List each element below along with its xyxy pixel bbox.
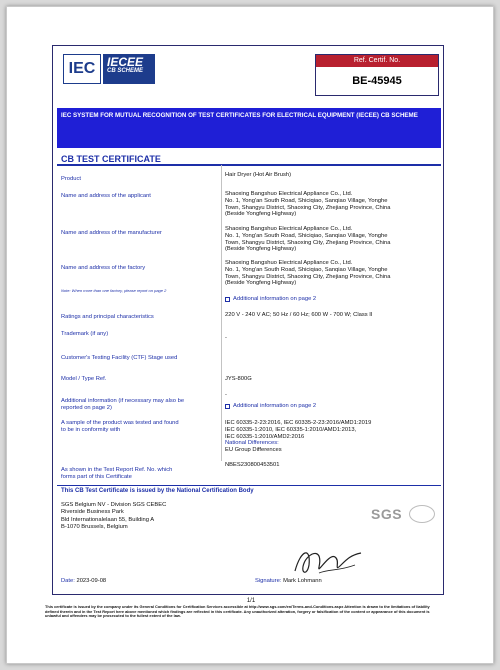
ncb-address-line: Riverside Business Park — [61, 509, 124, 516]
standards-list — [225, 420, 439, 454]
national-differences-label: National Differences: — [225, 440, 279, 447]
test-report-label — [61, 467, 172, 481]
page-number: 1/1 — [246, 598, 256, 604]
applicant-line: Shaoxing Bangshuo Electrical Appliance Co., Ltd. — [225, 191, 353, 197]
factory-line: Town, Shangyu District, Shaoxing City, Zhejiang Province, China — [225, 273, 391, 280]
certificate-title: CB TEST CERTIFICATE — [61, 154, 161, 164]
date-label: Date: — [61, 578, 75, 584]
additional-info-label — [61, 398, 184, 412]
national-differences-value: EU Group Differences — [225, 447, 282, 454]
ncb-address-line: SGS Belgium NV - Division SGS CEBEC — [61, 502, 167, 508]
certificate-frame — [6, 6, 494, 664]
checkbox-icon[interactable] — [225, 297, 230, 302]
ratings-label: Ratings and principal characteristics — [61, 314, 154, 320]
additional-info-value: - — [225, 392, 227, 398]
manufacturer-line: Shaoxing Bangshuo Electrical Appliance Co., Ltd. — [225, 226, 353, 232]
additional-info-link[interactable] — [225, 403, 316, 409]
factory-additional-info-label: Additional information on page 2 — [233, 296, 317, 302]
ref-certif-number: BE-45945 — [352, 75, 402, 87]
test-report-label-line: As shown in the Test Report Ref. No. which — [61, 467, 173, 473]
factory-note: Note: When more than one factory, please report on page 2 — [61, 288, 167, 293]
column-divider — [221, 165, 222, 461]
iecee-cb-scheme-logo — [103, 54, 155, 84]
trademark-label: Trademark (if any) — [61, 331, 109, 337]
ref-certif-box — [315, 54, 439, 96]
model-value: JYS-800G — [225, 376, 252, 382]
signature-graphic — [289, 543, 369, 579]
model-label: Model / Type Ref. — [61, 376, 107, 382]
additional-info-label-line: Additional information (if necessary may also be — [61, 398, 185, 404]
additional-info-link-label: Additional information on page 2 — [233, 403, 317, 409]
ratings-value: 220 V - 240 V AC; 50 Hz / 60 Hz; 600 W - 700 W; Class II — [225, 312, 373, 318]
manufacturer-address — [225, 226, 439, 253]
product-value: Hair Dryer (Hot Air Brush) — [225, 172, 292, 178]
factory-line: Shaoxing Bangshuo Electrical Appliance Co., Ltd. — [225, 260, 353, 266]
applicant-line: No. 1, Yong'an South Road, Shiciqiao, Sanqiao Village, Yonghe — [225, 197, 388, 204]
factory-additional-info-link[interactable] — [225, 296, 316, 302]
date-field — [61, 578, 106, 584]
test-report-number: NBES230800453501 — [225, 462, 280, 468]
manufacturer-line: No. 1, Yong'an South Road, Shiciqiao, Sanqiao Village, Yonghe — [225, 232, 388, 239]
cb-scheme-logo-text: CB SCHEME — [107, 68, 144, 74]
ctf-label: Customer's Testing Facility (CTF) Stage used — [61, 355, 178, 361]
standard-line: IEC 60335-1:2010/AMD2:2016 — [225, 433, 305, 440]
sample-conformity-label-line: A sample of the product was tested and found — [61, 420, 179, 426]
factory-line: No. 1, Yong'an South Road, Shiciqiao, Sanqiao Village, Yonghe — [225, 266, 388, 273]
ncb-note: This CB Test Certificate is issued by the National Certification Body — [61, 488, 254, 494]
applicant-address — [225, 191, 439, 218]
ncb-divider — [57, 485, 441, 486]
standard-line: IEC 60335-2-23:2016, IEC 60335-2-23:2016/AMD1:2019 — [225, 420, 372, 426]
factory-address — [225, 260, 439, 287]
ncb-address-line: Bld Internationalelaan 55, Building A — [61, 516, 155, 523]
manufacturer-label: Name and address of the manufacturer — [61, 230, 162, 236]
sample-conformity-label-line: to be in conformity with — [61, 427, 121, 433]
factory-line: (Beside Yongfeng Highway) — [225, 280, 297, 287]
additional-info-label-line: reported on page 2) — [61, 405, 112, 411]
manufacturer-line: Town, Shangyu District, Shaoxing City, Zhejiang Province, China — [225, 239, 391, 246]
iec-logo-text: IEC — [68, 60, 96, 77]
test-report-label-line: forms part of this Certificate — [61, 474, 132, 480]
date-value: 2023-09-08 — [76, 578, 107, 584]
signature-name: Mark Lohmann — [283, 578, 322, 584]
signature-label: Signature: — [255, 578, 282, 584]
cebec-seal-icon — [409, 505, 435, 523]
iecee-system-bar: IEC SYSTEM FOR MUTUAL RECOGNITION OF TEST CERTIFICATES FOR ELECTRICAL EQUIPMENT (IECEE) CB SCHEME — [57, 108, 441, 148]
checkbox-icon[interactable] — [225, 404, 230, 409]
legal-disclaimer: This certificate is issued by the company under its General Conditions for Certification Services accessible at http://www.sgs.com/en/Terms-and-Conditions.aspx Attention is drawn to the limitations of liability defined therein and in the Test Report here above mentioned which findings are reflected in this certificate. Any unauthorized alteration, forgery or falsification of the content or appearance of this document is unlawful and offenders may be prosecuted to the fullest extent of the law. — [45, 604, 430, 619]
ncb-address — [61, 502, 166, 532]
product-label: Product — [61, 176, 81, 182]
manufacturer-line: (Beside Yongfeng Highway) — [225, 246, 297, 253]
applicant-label: Name and address of the applicant — [61, 193, 151, 199]
factory-label: Name and address of the factory — [61, 265, 146, 271]
applicant-line: (Beside Yongfeng Highway) — [225, 211, 297, 218]
standard-line: IEC 60335-1:2010, IEC 60335-1:2010/AMD1:2013, — [225, 426, 357, 433]
ncb-address-line: B-1070 Brussels, Belgium — [61, 524, 128, 531]
iecee-logo-text: IECEE — [107, 55, 144, 69]
sample-conformity-label — [61, 420, 179, 434]
title-divider — [57, 164, 441, 166]
cb-test-certificate — [52, 45, 444, 595]
iec-logo — [63, 54, 101, 84]
trademark-value: - — [225, 335, 227, 341]
ref-certif-label: Ref. Certif. No. — [316, 55, 438, 67]
applicant-line: Town, Shangyu District, Shaoxing City, Zhejiang Province, China — [225, 204, 391, 211]
sgs-logo: SGS — [371, 506, 403, 522]
signature-field — [255, 578, 322, 584]
